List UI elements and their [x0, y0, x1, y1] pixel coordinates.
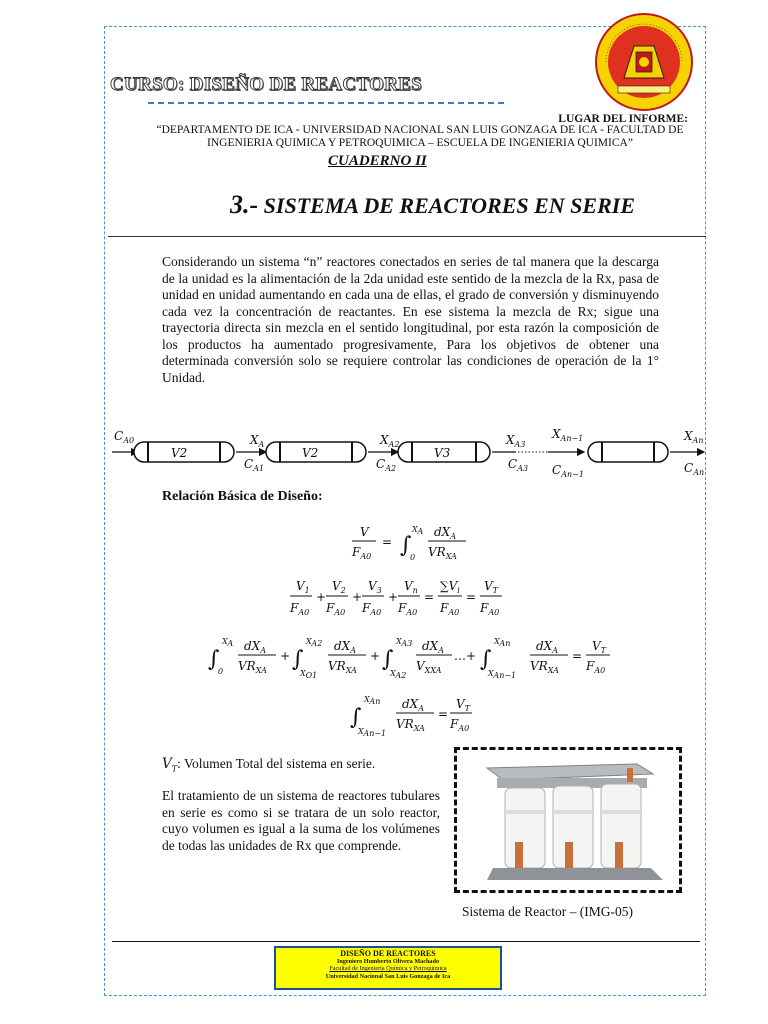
university-seal-logo	[594, 12, 694, 112]
svg-text:VT: $V_T$	[484, 579, 499, 595]
label-xa3: $X_{A3}$	[506, 433, 526, 449]
footer-box	[274, 946, 502, 990]
label-ca0: $C_{A0}$	[114, 429, 135, 445]
svg-text:VRXA: $VR_{XA}$	[328, 659, 357, 675]
svg-text:dXA: $dX_A$	[422, 639, 445, 655]
svg-text:…+: …+	[454, 649, 477, 663]
svg-text:+: +	[316, 590, 327, 604]
footer-divider	[112, 941, 700, 942]
svg-text:XO1: XO1	[300, 669, 318, 680]
svg-text:Vn: $V_n$	[404, 579, 418, 595]
reactor-3-label: V3	[434, 446, 451, 460]
svg-text:=: =	[382, 535, 393, 549]
svg-text:+: +	[388, 590, 399, 604]
svg-text:FA0: $F_{A0}$	[440, 601, 460, 617]
label-can-1: $C_{An-1}$	[552, 463, 584, 479]
svg-text:FA0: $F_{A0}$	[362, 601, 382, 617]
svg-text:+: +	[280, 649, 291, 663]
svg-text:dXA: $dX_A$	[402, 697, 425, 713]
svg-text:FA0: $F_{A0}$	[326, 601, 346, 617]
equation-2	[289, 579, 502, 617]
svg-text:∫: ∫	[350, 705, 362, 730]
cuaderno-title: CUADERNO II	[328, 153, 427, 169]
svg-text:0: 0	[410, 553, 416, 562]
svg-text:VRXA: $VR_{XA}$	[396, 717, 425, 733]
svg-text:∫: ∫	[400, 533, 412, 558]
svg-text:VXXA: $V_{XXA}$	[416, 659, 442, 675]
svg-text:FA0: $F_{A0}$	[290, 601, 310, 617]
svg-text:=: =	[466, 590, 477, 604]
svg-text:V2: $V_2$	[332, 579, 346, 595]
svg-text:FA0: $F_{A0}$	[398, 601, 418, 617]
tratamiento-paragraph: El tratamiento de un sistema de reactores tubulares en serie es como si se tratara de un solo reactor, cuyo volumen es igual a la suma de los volúmenes de todas las unidades de Rx que comprende.	[162, 788, 440, 853]
svg-text:XA2: XA2	[306, 637, 323, 648]
svg-text:=: =	[438, 707, 449, 721]
course-title: CURSO: DISEÑO DE REACTORES	[110, 74, 423, 95]
relacion-label: Relación Básica de Diseño:	[162, 489, 323, 504]
design-equations	[200, 518, 620, 746]
svg-text:∫: ∫	[382, 647, 394, 672]
label-xa2: $X_{A2}$	[380, 433, 400, 449]
svg-text:XA2: XA2	[390, 669, 407, 680]
svg-text:FA0: $F_{A0}$	[480, 601, 500, 617]
section-number: 3.-	[230, 190, 259, 219]
svg-text:=: =	[424, 590, 435, 604]
lugar-text	[150, 124, 690, 150]
reactor-1-label: V2	[171, 446, 188, 460]
svg-text:dXA: $dX_A$	[244, 639, 267, 655]
section-title	[230, 190, 635, 220]
svg-text:FA0: $F_{A0}$	[352, 545, 372, 561]
svg-text:dXA: $dX_A$	[536, 639, 559, 655]
equation-1	[351, 525, 466, 562]
course-title-underline	[148, 102, 504, 104]
lugar-label: LUGAR DEL INFORME:	[558, 113, 688, 125]
equation-4	[350, 695, 472, 738]
label-ca3: $C_{A3}$	[508, 457, 529, 473]
vt-symbol: $V_T$	[162, 756, 178, 774]
svg-text:FA0: $F_{A0}$	[586, 659, 606, 675]
label-ca2: $C_{A2}$	[376, 457, 397, 473]
svg-text:XA: XA	[222, 637, 234, 648]
svg-text:dXA: $dX_A$	[434, 525, 457, 541]
label-ca1: $C_{A1}$	[244, 457, 265, 473]
svg-text:XAn−1: XAn−1	[488, 669, 517, 680]
section-title-text: SISTEMA DE REACTORES EN SERIE	[263, 193, 635, 218]
photo-caption: Sistema de Reactor – (IMG-05)	[462, 904, 633, 919]
svg-text:VT: $V_T$	[456, 697, 471, 713]
svg-text:FA0: $F_{A0}$	[450, 717, 470, 733]
reactor-3	[398, 442, 490, 462]
svg-text:VRXA: $VR_{XA}$	[530, 659, 559, 675]
svg-text:V3: $V_3$	[368, 579, 382, 595]
svg-text:dXA: $dX_A$	[334, 639, 357, 655]
header-divider	[108, 236, 706, 237]
reactor-series-diagram	[108, 422, 708, 484]
lugar-text-line-1: “DEPARTAMENTO DE ICA - UNIVERSIDAD NACIONAL SAN LUIS GONZAGA DE ICA - FACULTAD DE	[156, 124, 684, 136]
svg-text:XAn: XAn	[494, 637, 511, 648]
svg-text:XAn−1: XAn−1	[358, 727, 387, 738]
svg-text:XA3: XA3	[396, 637, 413, 648]
svg-text:VRXA: $VR_{XA}$	[238, 659, 267, 675]
label-can: $C_{An}$	[684, 461, 705, 477]
svg-text:0: 0	[218, 667, 224, 676]
svg-text:XAn: XAn	[364, 695, 381, 706]
lugar-text-line-2: INGENIERIA QUIMICA Y PETROQUIMICA – ESCUELA DE INGENIERIA QUIMICA”	[207, 137, 633, 149]
vt-definition	[162, 756, 375, 774]
reactor-photo-frame	[454, 747, 682, 893]
reactor-2	[266, 442, 366, 462]
label-xan-1: $X_{An-1}$	[552, 427, 584, 443]
reactor-2-label: V2	[302, 446, 319, 460]
svg-text:V: V	[360, 525, 369, 539]
svg-text:XA: XA	[412, 525, 424, 536]
label-xan: $X_{An}$	[684, 429, 704, 445]
svg-text:V1: $V_1$	[296, 579, 310, 595]
svg-text:+: +	[370, 649, 381, 663]
footer-faculty: Facultad de Ingeniería Química y Petroquímica	[329, 965, 447, 973]
equation-3	[208, 637, 610, 680]
svg-text:∑Vi: $\sum V_i$	[440, 579, 460, 595]
footer-author: Ingeniero Humberto Olivera Machado	[336, 957, 440, 965]
footer-title: DISEÑO DE REACTORES	[340, 949, 436, 958]
reactor-n	[588, 442, 668, 462]
svg-text:VRXA: $VR_{XA}$	[428, 545, 457, 561]
svg-text:+: +	[352, 590, 363, 604]
svg-text:VT: $V_T$	[592, 639, 607, 655]
svg-text:∫: ∫	[208, 647, 220, 672]
footer-university: Universidad Nacional San Luis Gonzaga de Ica	[325, 972, 451, 980]
reactor-photo	[457, 750, 679, 890]
svg-text:∫: ∫	[480, 647, 492, 672]
label-xa: $X_A$	[250, 433, 265, 449]
intro-paragraph: Considerando un sistema “n” reactores conectados en series de tal manera que la descarga de la unidad es la alimentación de la 2da unidad este sentido de la mezcla de la Rx, pasa de unidad en unidad aumentando en cada una de ellas, el grado de conversión y disminuyendo cada vez la concentración de reactantes. En ese sistema la mezcla de Rx; sigue una trayectoria directa sin mezcla en el sentido longitudinal, por esta razón la composición de los productos ha aumentado progresivamente, Para los objetivos de obtener una determinada conversión solo se requiere controlar las condiciones de operación de la 1° Unidad.	[162, 254, 659, 385]
svg-text:∫: ∫	[292, 647, 304, 672]
coil-1	[505, 788, 545, 868]
svg-text:=: =	[572, 649, 583, 663]
vt-definition-text: : Volumen Total del sistema en serie.	[177, 756, 376, 771]
reactor-1	[134, 442, 234, 462]
